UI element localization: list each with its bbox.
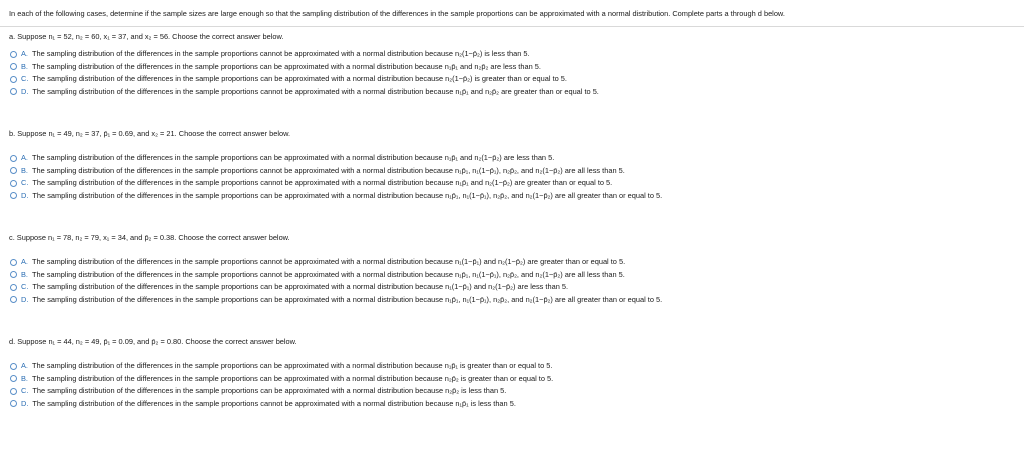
part-d-option-c[interactable]: C. The sampling distribution of the differences in the sample proportions can be approximated with a normal distribution because n₂p̄₂ is less than 5. xyxy=(9,385,1014,398)
part-a xyxy=(9,31,1014,98)
part-c-option-a[interactable]: A. The sampling distribution of the differences in the sample proportions cannot be approximated with a normal distribution because n₁(1−p̄₁) and n₂(1−p̄₂) are greater than or equal to 5. xyxy=(9,256,1014,269)
radio-button-icon[interactable] xyxy=(10,51,17,58)
header-divider xyxy=(0,26,1024,27)
part-d-option-d[interactable]: D. The sampling distribution of the differences in the sample proportions cannot be approximated with a normal distribution because n₁p̄₁ is less than 5. xyxy=(9,398,1014,411)
part-a-option-b[interactable]: B. The sampling distribution of the differences in the sample proportions can be approximated with a normal distribution because n₁p̄₁ and n₂p̄₂ are less than 5. xyxy=(9,61,1014,74)
radio-button-icon[interactable] xyxy=(10,296,17,303)
radio-button-icon[interactable] xyxy=(10,88,17,95)
radio-button-icon[interactable] xyxy=(10,180,17,187)
radio-button-icon[interactable] xyxy=(10,271,17,278)
part-d-option-a[interactable]: A. The sampling distribution of the differences in the sample proportions can be approximated with a normal distribution because n₁p̄₁ is greater than or equal to 5. xyxy=(9,360,1014,373)
radio-button-icon[interactable] xyxy=(10,284,17,291)
part-b-option-d[interactable]: D. The sampling distribution of the differences in the sample proportions can be approximated with a normal distribution because n₁p̄₁, n₁(1−p̄₁), n₂p̄₂, and n₂(1−p̄₂) are all greater than or equal to 5. xyxy=(9,190,1014,203)
radio-button-icon[interactable] xyxy=(10,192,17,199)
part-c-question: c. Suppose n₁ = 78, n₂ = 79, x₁ = 34, and p̄₂ = 0.38. Choose the correct answer below. xyxy=(9,233,290,242)
part-c xyxy=(9,232,1014,306)
part-b-option-a[interactable]: A. The sampling distribution of the differences in the sample proportions can be approximated with a normal distribution because n₁p̄₁ and n₂(1−p̄₂) are less than 5. xyxy=(9,152,1014,165)
radio-button-icon[interactable] xyxy=(10,259,17,266)
part-c-option-b[interactable]: B. The sampling distribution of the differences in the sample proportions cannot be approximated with a normal distribution because n₁p̄₁, n₁(1−p̄₁), n₂p̄₂, and n₂(1−p̄₂) are all less than 5. xyxy=(9,269,1014,282)
part-b-question: b. Suppose n₁ = 49, n₂ = 37, p̄₁ = 0.69, and x₂ = 21. Choose the correct answer below. xyxy=(9,129,291,138)
radio-button-icon[interactable] xyxy=(10,76,17,83)
part-a-option-d[interactable]: D. The sampling distribution of the differences in the sample proportions cannot be approximated with a normal distribution because n₁p̄₁ and n₂p̄₂ are greater than or equal to 5. xyxy=(9,86,1014,99)
radio-button-icon[interactable] xyxy=(10,388,17,395)
radio-button-icon[interactable] xyxy=(10,375,17,382)
part-c-option-c[interactable]: C. The sampling distribution of the differences in the sample proportions can be approximated with a normal distribution because n₁(1−p̄₁) and n₂(1−p̄₂) are less than 5. xyxy=(9,281,1014,294)
radio-button-icon[interactable] xyxy=(10,155,17,162)
part-a-option-c[interactable]: C. The sampling distribution of the differences in the sample proportions can be approximated with a normal distribution because n₂(1−p̄₂) is greater than or equal to 5. xyxy=(9,73,1014,86)
part-a-option-a[interactable]: A. The sampling distribution of the differences in the sample proportions cannot be approximated with a normal distribution because n₂(1−p̄₂) is less than 5. xyxy=(9,48,1014,61)
part-a-question: a. Suppose n₁ = 52, n₂ = 60, x₁ = 37, and x₂ = 56. Choose the correct answer below. xyxy=(9,32,284,41)
part-d-question: d. Suppose n₁ = 44, n₂ = 49, p̄₁ = 0.09, and p̄₂ = 0.80. Choose the correct answer below. xyxy=(9,337,297,346)
part-b-option-c[interactable]: C. The sampling distribution of the differences in the sample proportions cannot be approximated with a normal distribution because n₁p̄₁ and n₂(1−p̄₂) are greater than or equal to 5. xyxy=(9,177,1014,190)
radio-button-icon[interactable] xyxy=(10,400,17,407)
radio-button-icon[interactable] xyxy=(10,363,17,370)
part-c-option-d[interactable]: D. The sampling distribution of the differences in the sample proportions can be approximated with a normal distribution because n₁p̄₁, n₁(1−p̄₁), n₂p̄₂, and n₂(1−p̄₂) are all greater than or equal to 5. xyxy=(9,294,1014,307)
part-b xyxy=(9,128,1014,202)
part-d-option-b[interactable]: B. The sampling distribution of the differences in the sample proportions can be approximated with a normal distribution because n₂p̄₂ is greater than or equal to 5. xyxy=(9,373,1014,386)
radio-button-icon[interactable] xyxy=(10,167,17,174)
instructions-text: In each of the following cases, determine if the sample sizes are large enough so that the sampling distribution of the differences in the sample proportions can be approximated with a normal distribution. Complete parts a through d below. xyxy=(9,9,785,18)
part-b-option-b[interactable]: B. The sampling distribution of the differences in the sample proportions cannot be approximated with a normal distribution because n₁p̄₁, n₁(1−p̄₁), n₂p̄₂, and n₂(1−p̄₂) are all less than 5. xyxy=(9,165,1014,178)
radio-button-icon[interactable] xyxy=(10,63,17,70)
part-d xyxy=(9,336,1014,410)
